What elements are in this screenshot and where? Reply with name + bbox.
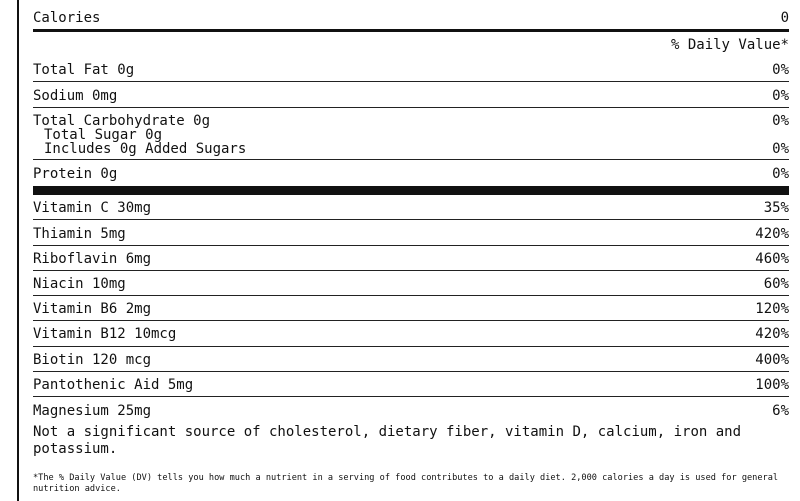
vitamin-pct: 60% xyxy=(763,276,789,292)
vitamin-pct: 420% xyxy=(755,226,789,242)
thick-divider xyxy=(33,186,789,195)
vitamin-label: Biotin 120 mcg xyxy=(33,352,152,368)
vitamin-label: Niacin 10mg xyxy=(33,276,126,292)
vitamin-label: Magnesium 25mg xyxy=(33,403,152,419)
nutrient-label: Protein 0g xyxy=(33,166,118,182)
left-border xyxy=(17,0,19,501)
nutrient-row-total-carbohydrate xyxy=(33,113,789,160)
nutrient-pct: 0% xyxy=(772,88,789,104)
vitamin-label: Thiamin 5mg xyxy=(33,226,126,242)
vitamin-row xyxy=(33,276,789,296)
sub-nutrient-label: Includes 0g Added Sugars xyxy=(44,141,247,157)
vitamin-row xyxy=(33,200,789,220)
vitamin-label: Vitamin B6 2mg xyxy=(33,301,152,317)
vitamin-pct: 35% xyxy=(763,200,789,216)
nutrient-pct: 0% xyxy=(772,166,789,182)
nutrient-label: Sodium 0mg xyxy=(33,88,118,104)
calories-row xyxy=(33,10,789,32)
vitamin-label: Vitamin B12 10mcg xyxy=(33,326,177,342)
nutrient-row-sodium xyxy=(33,88,789,108)
calories-label: Calories xyxy=(33,10,101,26)
sub-nutrient-added-sugars xyxy=(33,142,789,157)
nutrient-pct: 0% xyxy=(772,113,789,129)
not-significant-source-note: Not a significant source of cholesterol, dietary fiber, vitamin D, calcium, iron and potassium. xyxy=(33,424,742,457)
vitamin-pct: 6% xyxy=(772,403,789,419)
vitamin-row xyxy=(33,251,789,271)
nutrient-label: Total Carbohydrate 0g xyxy=(33,113,211,129)
vitamin-pct: 420% xyxy=(755,326,789,342)
vitamin-pct: 100% xyxy=(755,377,789,393)
vitamin-pct: 400% xyxy=(755,352,789,368)
nutrient-label: Total Fat 0g xyxy=(33,62,135,78)
daily-value-footnote: *The % Daily Value (DV) tells you how much a nutrient in a serving of food contributes to a daily diet. 2,000 calories a day is used for general nutrition advice. xyxy=(33,473,779,494)
calories-value: 0 xyxy=(780,10,789,26)
nutrient-pct: 0% xyxy=(772,62,789,78)
nutrient-row-protein xyxy=(33,166,789,186)
daily-value-header: % Daily Value* xyxy=(670,37,789,53)
vitamin-row xyxy=(33,226,789,246)
vitamin-pct: 120% xyxy=(755,301,789,317)
vitamin-row xyxy=(33,326,789,347)
vitamin-row xyxy=(33,377,789,397)
vitamin-pct: 460% xyxy=(755,251,789,267)
sub-nutrient-pct: 0% xyxy=(772,141,789,157)
vitamin-label: Riboflavin 6mg xyxy=(33,251,152,267)
vitamin-row xyxy=(33,352,789,372)
nutrient-row-total-fat xyxy=(33,62,789,82)
sub-nutrient-label: Total Sugar 0g xyxy=(44,127,163,143)
vitamin-row xyxy=(33,403,789,421)
vitamin-label: Vitamin C 30mg xyxy=(33,200,152,216)
vitamin-row xyxy=(33,301,789,321)
vitamin-label: Pantothenic Aid 5mg xyxy=(33,377,194,393)
